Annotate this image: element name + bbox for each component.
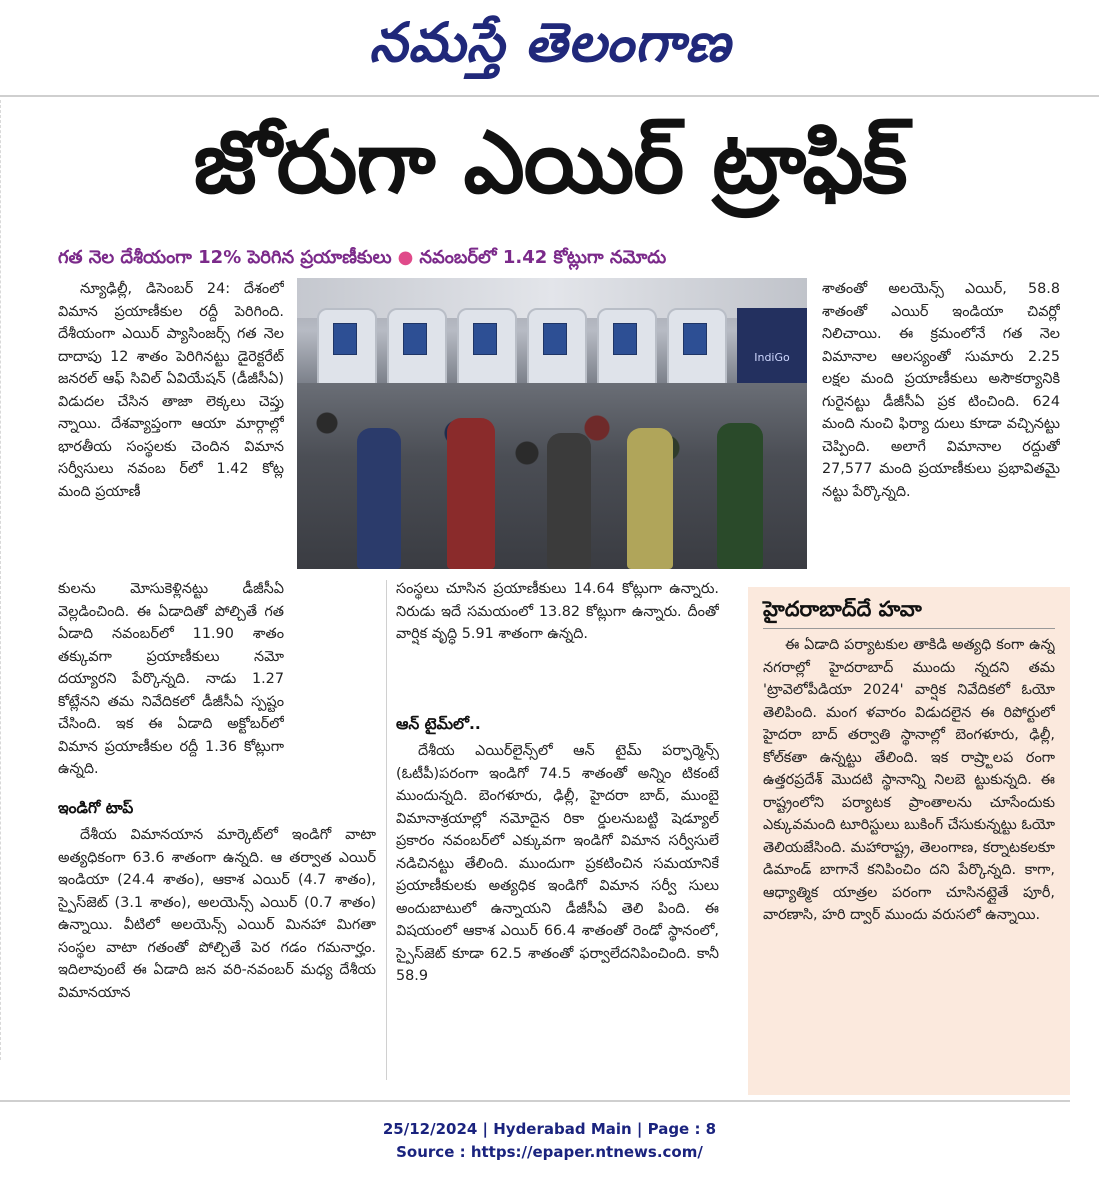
paragraph: కులను మోసుకెళ్లినట్టు డీజీసీఏ వెల్లడించింది. ఈ ఏడాదితో పోల్చితే గత ఏడాది నవంబర్‌లో 11.90 శాతం తక్కువగా ప్రయాణీకులు నమో దయ్యారని పేర్కొన్నది. నాడు 1.27 కోట్లేనని తమ నివేదికలో డీజీసీఏ స్పష్టం చేసింది. ఇక ఈ ఏడాది అక్టోబర్‌లో విమాన ప్రయాణీకుల రద్దీ 1.36 కోట్లుగా ఉన్నది. <box>58 581 284 777</box>
airline-logo: IndiGo <box>737 308 807 408</box>
page-edge <box>0 100 5 1060</box>
newspaper-masthead: నమస్తే తెలంగాణ <box>369 10 731 74</box>
paragraph: దేశీయ విమానయాన మార్కెట్‌లో ఇండిగో వాటా అత్యధికంగా 63.6 శాతంగా ఉన్నది. ఆ తర్వాత ఎయిర్ ఇండియా (24.4 శాతం), ఆకాశ ఎయిర్ (4.7 శాతం), స్పైస్‌జెట్ (3.1 శాతం), అలయెన్స్ ఎయిర్ (0.7 శాతం) ఉన్నాయి. వీటిలో అలయెన్స్ ఎయిర్ మినహా మిగతా సంస్థల వాటా గతంతో పోల్చితే పెర గడం గమనార్హం. ఇదిలావుంటే ఈ ఏడాది జన వరి-నవంబర్ మధ్య దేశీయ విమానయాన <box>58 827 376 1001</box>
column-1-top <box>58 278 284 570</box>
paragraph: న్యూఢిల్లీ, డిసెంబర్ 24: దేశంలో విమాన ప్రయాణీకుల రద్దీ పెరిగింది. దేశీయంగా ఎయిర్ ప్యాసింజర్స్ గత నెల దాదాపు 12 శాతం పెరిగినట్టు డైరెక్టరేట్ జనరల్ ఆఫ్ సివిల్ ఏవియేషన్ (డీజీసీఏ) విడుదల చేసిన తాజా లెక్కలు చెప్తు న్నాయి. దేశవ్యాప్తంగా ఆయా మార్గాల్లో భారతీయ సంస్థలకు చెందిన విమాన సర్వీసులు నవంబ ర్‌లో 1.42 కోట్ల మంది ప్రయాణీ <box>58 281 284 500</box>
article-subhead <box>58 244 798 272</box>
paragraph: ఈ ఏడాది పర్యాటకుల తాకిడి అత్యధి కంగా ఉన్న నగరాల్లో హైదరాబాద్ ముందు న్నదని తమ 'ట్రావెలోపీడియా 2024' వార్షిక నివేదికలో ఓయో తెలిపింది. మంగ ళవారం విడుదలైన ఈ రిపోర్టులో హైదరా బాద్ తర్వాతి స్థానాల్లో బెంగళూరు, ఢిల్లీ, కోల్‌కతా ఉన్నట్టు తేలింది. ఇక రాష్ర్టాలప రంగా ఉత్తరప్రదేశ్ మొదటి స్థానాన్ని నిలబె ట్టుకున్నది. ఈ రాష్ట్రంలోని పర్యాటక ప్రాంతాలను చూసేందుకు ఎక్కువమంది టూరిస్టులు బుకింగ్ చేసుకున్నట్టు ఓయో తెలియజేసింది. మహారాష్ట్ర, తెలంగాణ, కర్నాటకలకూ డిమాండ్ బాగానే కనిపించిం దని పేర్కొన్నది. కాగా, ఆధ్యాత్మిక యాత్రల పరంగా చూసినట్లైతే పూరీ, వారణాసి, హరి ద్వార్ ముందు వరుసలో ఉన్నాయి. <box>763 637 1055 923</box>
airport-crowd-photo <box>297 278 807 569</box>
bullet-icon: ● <box>397 247 414 268</box>
column-1-bottom <box>58 824 376 1076</box>
footer-source: Source : https://epaper.ntnews.com/ <box>396 1143 703 1161</box>
footer-date-edition: 25/12/2024 | Hyderabad Main | Page : 8 <box>382 1120 717 1138</box>
column-3 <box>822 278 1060 578</box>
column-2-top <box>396 578 719 690</box>
footer-divider <box>0 1100 1070 1102</box>
box-title: హైదరాబాద్‌దే హవా <box>763 597 922 621</box>
subhead-part-2: నవంబర్‌లో 1.42 కోట్లుగా నమోదు <box>419 247 667 268</box>
column-2-bottom <box>396 740 719 1080</box>
box-body <box>763 634 1055 1082</box>
column-rule <box>386 580 387 1080</box>
box-title-rule <box>763 628 1055 629</box>
paragraph: దేశీయ ఎయిర్‌లైన్స్‌లో ఆన్ టైమ్ పర్ఫార్మెన్స్ (ఓటీపీ)పరంగా ఇండిగో 74.5 శాతంతో అన్నిం టికంటే ముందున్నది. బెంగళూరు, ఢిల్లీ, హైదరా బాద్, ముంబై విమానాశ్రయాల్లో నమోదైన రికా ర్డులనుబట్టి షెడ్యూల్ ప్రకారం నవంబర్‌లో ఎక్కువగా ఇండిగో విమాన సర్వీసులే నడిచినట్టు తేలింది. ముందుగా ప్రకటించిన సమయానికే ప్రయాణీకులకు అత్యధిక ఇండిగో విమాన సర్వీ సులు అందుబాటులో ఉన్నాయని డీజీసీఏ తెలి పింది. ఈ విషయంలో ఆకాశ ఎయిర్ 66.4 శాతంతో రెండో స్థానంలో, స్పైస్‌జెట్ కూడా 62.5 శాతంతో ఫర్వాలేదనిపించింది. కానీ 58.9 <box>396 743 719 984</box>
subhead-part-1: గత నెల దేశీయంగా 12% పెరిగిన ప్రయాణీకులు <box>58 247 392 268</box>
paragraph: సంస్థలు చూసిన ప్రయాణీకులు 14.64 కోట్లుగా ఉన్నారు. నిరుడు ఇదే సమయంలో 13.82 కోట్లుగా ఉన్నారు. దీంతో వార్షిక వృద్ధి 5.91 శాతంగా ఉన్నది. <box>396 581 719 642</box>
paragraph: శాతంతో అలయెన్స్ ఎయిర్, 58.8 శాతంతో ఎయిర్ ఇండియా చివర్లో నిలిచాయి. ఈ క్రమంలోనే గత నెల విమానాల ఆలస్యంతో సుమారు 2.25 లక్షల మంది ప్రయాణీకులు అసౌకర్యానికి గురైనట్టు డీజీసీఏ ప్రక టించింది. 624 మంది నుంచి ఫిర్యా దులు కూడా వచ్చినట్టు చెప్పింది. అలాగే విమానాల రద్దుతో 27,577 మంది ప్రయాణీకులు ప్రభావితమై నట్టు పేర్కొన్నది. <box>822 281 1060 500</box>
subtitle-indigo-top: ఇండిగో టాప్ <box>58 799 134 817</box>
article-headline: జోరుగా ఎయిర్ ట్రాఫిక్ <box>193 113 907 213</box>
masthead-divider <box>0 95 1099 97</box>
subtitle-on-time: ఆన్ టైమ్‌లో.. <box>396 715 481 733</box>
